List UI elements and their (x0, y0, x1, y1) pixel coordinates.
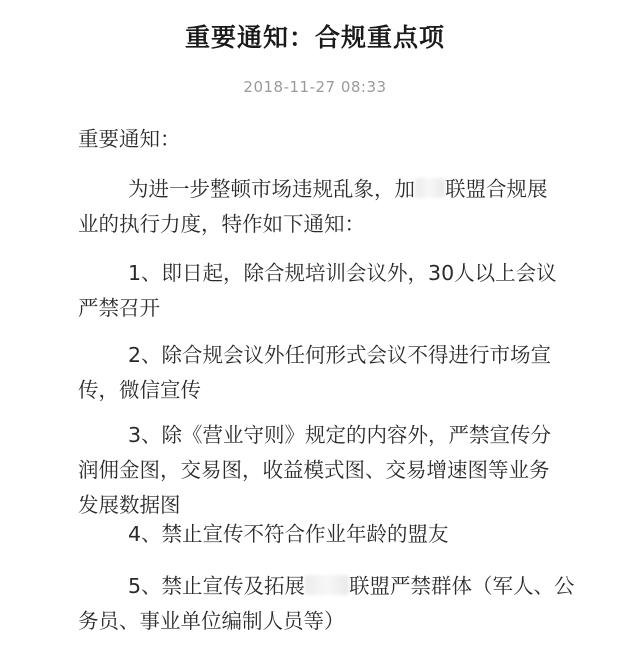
intro-line-1-start: 为进一步整顿市场违规乱象，加 (128, 177, 415, 201)
item-4 (78, 517, 578, 552)
item-2-line-2: 传，微信宣传 (78, 378, 201, 402)
item-2-line-1: 2、除合规会议外任何形式会议不得进行市场宣 (128, 343, 552, 367)
item-5 (78, 569, 578, 639)
item-5-line-1-start: 5、禁止宣传及拓展 (128, 574, 306, 598)
publish-date: 2018-11-27 08:33 (243, 78, 387, 96)
item-5-line-2: 务员、事业单位编制人员等） (78, 609, 345, 633)
item-1 (78, 256, 578, 326)
item-2 (78, 338, 578, 408)
item-3-line-2: 润佣金图，交易图，收益模式图、交易增速图等业务 (78, 458, 550, 482)
item-5-line-1 (78, 569, 578, 604)
redacted-block (305, 575, 349, 596)
item-3-line-1: 3、除《营业守则》规定的内容外，严禁宣传分 (128, 423, 552, 447)
greeting-text: 重要通知： (78, 127, 181, 151)
item-4-line-1: 4、禁止宣传不符合作业年龄的盟友 (128, 522, 449, 546)
redacted-block (415, 178, 445, 199)
greeting-paragraph (78, 122, 578, 157)
intro-line-1-end: 联盟合规展 (445, 177, 548, 201)
article-title: 重要通知：合规重点项 (184, 23, 445, 52)
item-3 (78, 418, 578, 523)
item-1-line-2: 严禁召开 (78, 296, 160, 320)
intro-paragraph (78, 172, 578, 242)
intro-line-2: 业的执行力度，特作如下通知： (78, 212, 365, 236)
item-3-line-3: 发展数据图 (78, 493, 181, 517)
item-5-line-1-end: 联盟严禁群体（军人、公 (349, 574, 575, 598)
intro-line-1 (78, 172, 578, 207)
item-1-line-1: 1、即日起，除合规培训会议外，30人以上会议 (128, 261, 557, 285)
